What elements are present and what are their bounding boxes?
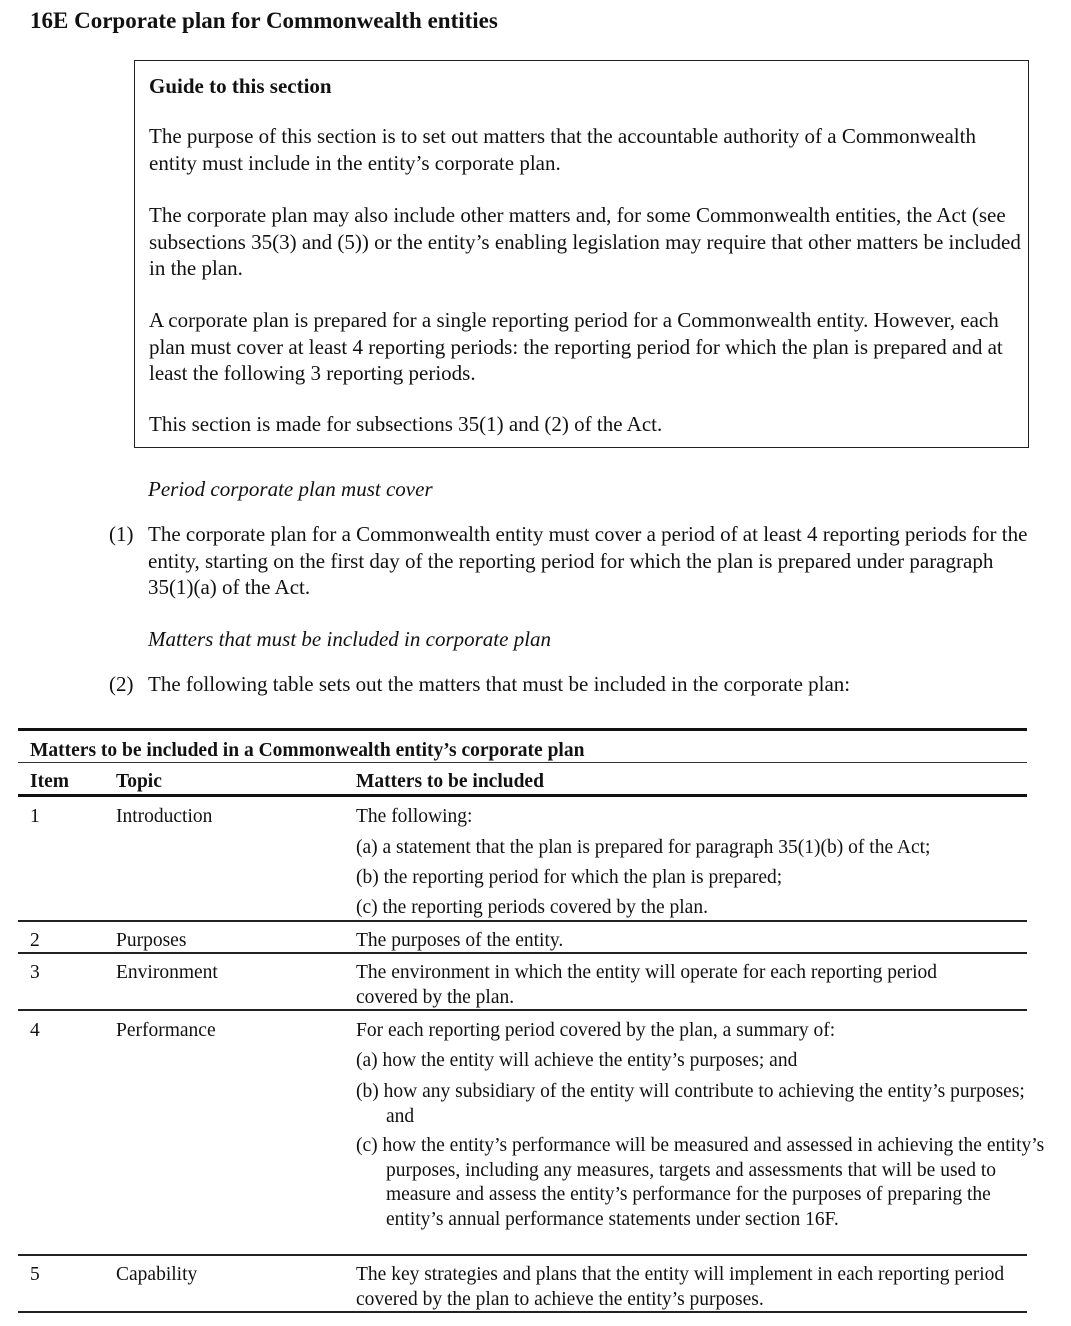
row-rule [18,1009,1027,1011]
row-topic: Introduction [116,806,213,827]
row-matter: (c) how the entity’s performance will be measured and assessed in achieving the entity’s purposes, including any measures, targets and assessments that will be used to measure and assess the entity’s performance for the purposes of preparing the entity’s annual performance statements under section 16F. [356,1135,1045,1230]
subheading-matters: Matters that must be included in corporate plan [148,627,552,651]
table-top-rule [18,728,1027,731]
caption-rule [18,762,1027,763]
guide-paragraph: The corporate plan may also include other matters and, for some Commonwealth entities, the Act (see subsections 35(3) and (5)) or the entity’s enabling legislation may require that other matters be included in the plan. [149,203,1021,280]
row-matter: (b) the reporting period for which the plan is prepared; [356,867,783,888]
section-heading: 16E Corporate plan for Commonwealth entities [30,8,498,33]
row-rule [18,920,1027,922]
row-matter: The purposes of the entity. [356,930,564,951]
guide-paragraph: This section is made for subsections 35(1) and (2) of the Act. [149,412,663,436]
row-topic: Environment [116,962,218,983]
row-item: 5 [30,1264,40,1285]
row-matter: The environment in which the entity will operate for each reporting period covered by the plan. [356,962,938,1008]
row-rule [18,952,1027,954]
row-matter: The following: [356,806,473,827]
row-matter: (b) how any subsidiary of the entity will contribute to achieving the entity’s purposes; and [356,1081,1025,1127]
row-matter: (c) the reporting periods covered by the plan. [356,897,708,918]
row-matter: (a) how the entity will achieve the entity’s purposes; and [356,1050,798,1071]
row-topic: Performance [116,1020,216,1041]
header-rule [18,794,1027,797]
row-topic: Capability [116,1264,198,1285]
guide-title: Guide to this section [149,74,332,98]
row-item: 4 [30,1020,40,1041]
guide-paragraph: A corporate plan is prepared for a single reporting period for a Commonwealth entity. However, each plan must cover at least 4 reporting periods: the reporting period for which the plan is prepared and at least the following 3 reporting periods. [149,308,1003,385]
header-topic: Topic [116,771,162,792]
header-item: Item [30,771,69,792]
clause-text: The following table sets out the matters that must be included in the corporate plan: [148,672,851,696]
clause-number: (2) [109,672,134,696]
row-matter: (a) a statement that the plan is prepared for paragraph 35(1)(b) of the Act; [356,837,931,858]
table-caption: Matters to be included in a Commonwealth entity’s corporate plan [30,740,585,761]
guide-paragraph: The purpose of this section is to set out matters that the accountable authority of a Commonwealth entity must include in the entity’s corporate plan. [149,124,976,175]
row-item: 1 [30,806,40,827]
row-matter: For each reporting period covered by the plan, a summary of: [356,1020,836,1041]
row-item: 2 [30,930,40,951]
row-rule [18,1254,1027,1256]
row-matter: The key strategies and plans that the entity will implement in each reporting period covered by the plan to achieve the entity’s purposes. [356,1264,1005,1310]
row-topic: Purposes [116,930,187,951]
row-item: 3 [30,962,40,983]
clause-text: The corporate plan for a Commonwealth entity must cover a period of at least 4 reporting periods for the entity, starting on the first day of the reporting period for which the plan is prepared under paragraph 35(1)(a) of the Act. [148,522,1028,599]
table-bottom-rule [18,1311,1027,1313]
guide-box [134,60,1029,448]
subheading-period: Period corporate plan must cover [148,477,433,501]
clause-number: (1) [109,522,134,546]
header-matters: Matters to be included [356,771,544,792]
